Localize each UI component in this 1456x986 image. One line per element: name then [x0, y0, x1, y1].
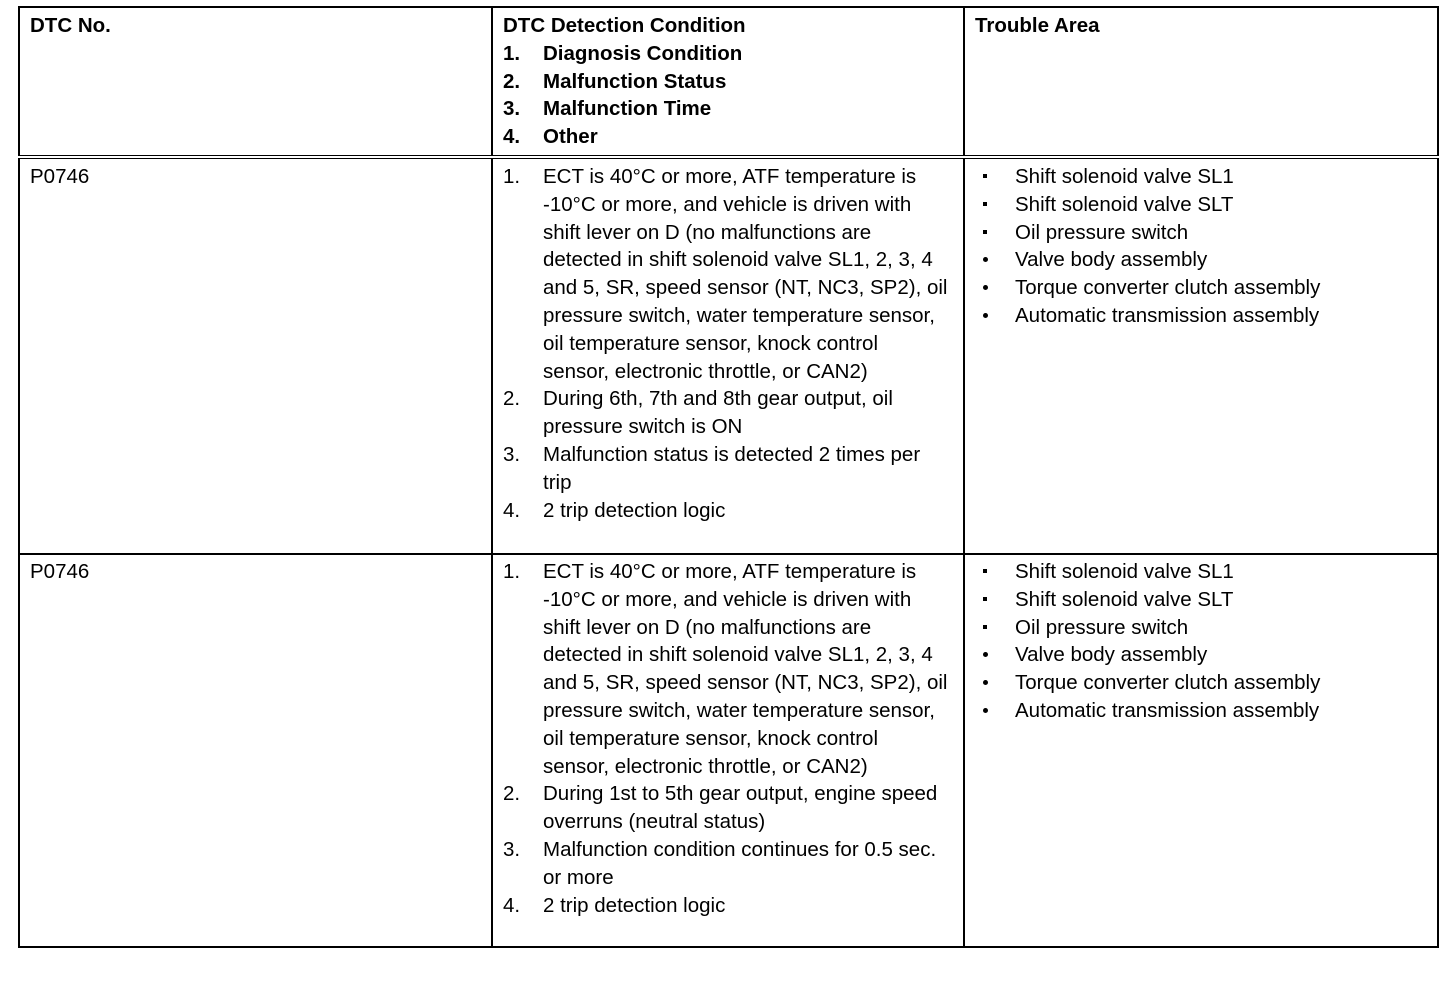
item-text: During 6th, 7th and 8th gear output, oil pressure switch is ON: [543, 387, 893, 439]
item-text: Torque converter clutch assembly: [1015, 671, 1321, 695]
item-text: Malfunction status is detected 2 times per trip: [543, 442, 921, 494]
item-text: Automatic transmission assembly: [1015, 698, 1320, 722]
round-bullet-icon: [975, 669, 995, 697]
round-bullet-icon: [975, 641, 995, 669]
condition-list: [503, 558, 953, 919]
item-number: 1.: [503, 41, 521, 65]
item-number: 4.: [503, 498, 521, 522]
square-bullet-icon: [975, 191, 995, 219]
item-number: 3.: [503, 442, 521, 466]
item-text: Torque converter clutch assembly: [1015, 276, 1321, 300]
trouble-area-item: [975, 163, 1427, 191]
header-condition-item: [503, 95, 953, 123]
item-text: 2 trip detection logic: [543, 498, 726, 522]
trouble-area-item: [975, 302, 1427, 330]
header-dtc-no: DTC No.: [19, 7, 492, 157]
condition-item: [503, 385, 953, 441]
trouble-area-item: [975, 586, 1427, 614]
item-text: 2 trip detection logic: [543, 893, 726, 917]
dtc-code: P0746: [19, 554, 492, 947]
header-condition-item: [503, 123, 953, 151]
item-text: Valve body assembly: [1015, 643, 1208, 667]
trouble-area-item: [975, 614, 1427, 642]
table-row: [19, 157, 1438, 554]
condition-item: [503, 780, 953, 836]
item-text: ECT is 40°C or more, ATF temperature is -10°C or more, and vehicle is driven with shift lever on D (no malfunctions are detected in shift solenoid valve SL1, 2, 3, 4 and 5, SR, speed sensor (NT, NC3, SP2), oil pressure switch, water temperature sensor, oil temperature sensor, knock control sensor, electronic throttle, or CAN2): [543, 164, 948, 383]
round-bullet-icon: [975, 302, 995, 330]
item-number: 1.: [503, 164, 521, 188]
item-text: Shift solenoid valve SLT: [1015, 587, 1234, 611]
square-bullet-icon: [975, 614, 995, 642]
square-bullet-icon: [975, 558, 995, 586]
item-number: 4.: [503, 125, 521, 149]
header-detection-condition: [492, 7, 964, 157]
trouble-area-cell: [964, 157, 1438, 554]
item-number: 2.: [503, 782, 521, 806]
trouble-area-item: [975, 558, 1427, 586]
condition-item: [503, 558, 953, 780]
round-bullet-icon: [975, 246, 995, 274]
square-bullet-icon: [975, 163, 995, 191]
header-condition-item: [503, 68, 953, 96]
item-text: Shift solenoid valve SLT: [1015, 192, 1234, 216]
round-bullet-icon: [975, 274, 995, 302]
square-bullet-icon: [975, 219, 995, 247]
trouble-area-item: [975, 669, 1427, 697]
header-condition-item: [503, 40, 953, 68]
item-text: Diagnosis Condition: [543, 41, 743, 65]
trouble-area-item: [975, 274, 1427, 302]
item-text: Oil pressure switch: [1015, 220, 1189, 244]
trouble-area-item: [975, 697, 1427, 725]
item-text: Oil pressure switch: [1015, 615, 1189, 639]
item-text: Valve body assembly: [1015, 248, 1208, 272]
detection-condition-cell: [492, 554, 964, 947]
item-text: Other: [543, 125, 598, 149]
header-trouble-area: Trouble Area: [964, 7, 1438, 157]
item-text: Automatic transmission assembly: [1015, 303, 1320, 327]
item-text: ECT is 40°C or more, ATF temperature is -10°C or more, and vehicle is driven with shift lever on D (no malfunctions are detected in shift solenoid valve SL1, 2, 3, 4 and 5, SR, speed sensor (NT, NC3, SP2), oil pressure switch, water temperature sensor, oil temperature sensor, knock control sensor, electronic throttle, or CAN2): [543, 559, 948, 778]
trouble-area-cell: [964, 554, 1438, 947]
trouble-area-item: [975, 219, 1427, 247]
item-text: Shift solenoid valve SL1: [1015, 559, 1234, 583]
header-detection-condition-title: DTC Detection Condition: [503, 14, 746, 37]
square-bullet-icon: [975, 586, 995, 614]
item-text: Shift solenoid valve SL1: [1015, 164, 1234, 188]
item-number: 3.: [503, 97, 521, 121]
header-condition-list: [503, 40, 953, 151]
round-bullet-icon: [975, 697, 995, 725]
item-text: Malfunction Status: [543, 69, 727, 93]
item-text: Malfunction condition continues for 0.5 sec. or more: [543, 837, 937, 889]
dtc-table: [18, 6, 1439, 948]
condition-item: [503, 441, 953, 497]
trouble-area-item: [975, 641, 1427, 669]
item-number: 2.: [503, 69, 521, 93]
item-number: 1.: [503, 559, 521, 583]
condition-item: [503, 497, 953, 525]
trouble-area-item: [975, 191, 1427, 219]
condition-item: [503, 892, 953, 920]
trouble-area-list: [975, 163, 1427, 330]
dtc-code: P0746: [19, 157, 492, 554]
condition-item: [503, 163, 953, 385]
item-text: During 1st to 5th gear output, engine speed overruns (neutral status): [543, 782, 938, 834]
detection-condition-cell: [492, 157, 964, 554]
item-number: 3.: [503, 837, 521, 861]
table-row: [19, 554, 1438, 947]
table-header-row: [19, 7, 1438, 157]
trouble-area-item: [975, 246, 1427, 274]
item-number: 4.: [503, 893, 521, 917]
condition-list: [503, 163, 953, 524]
trouble-area-list: [975, 558, 1427, 725]
item-number: 2.: [503, 387, 521, 411]
item-text: Malfunction Time: [543, 97, 712, 121]
condition-item: [503, 836, 953, 892]
